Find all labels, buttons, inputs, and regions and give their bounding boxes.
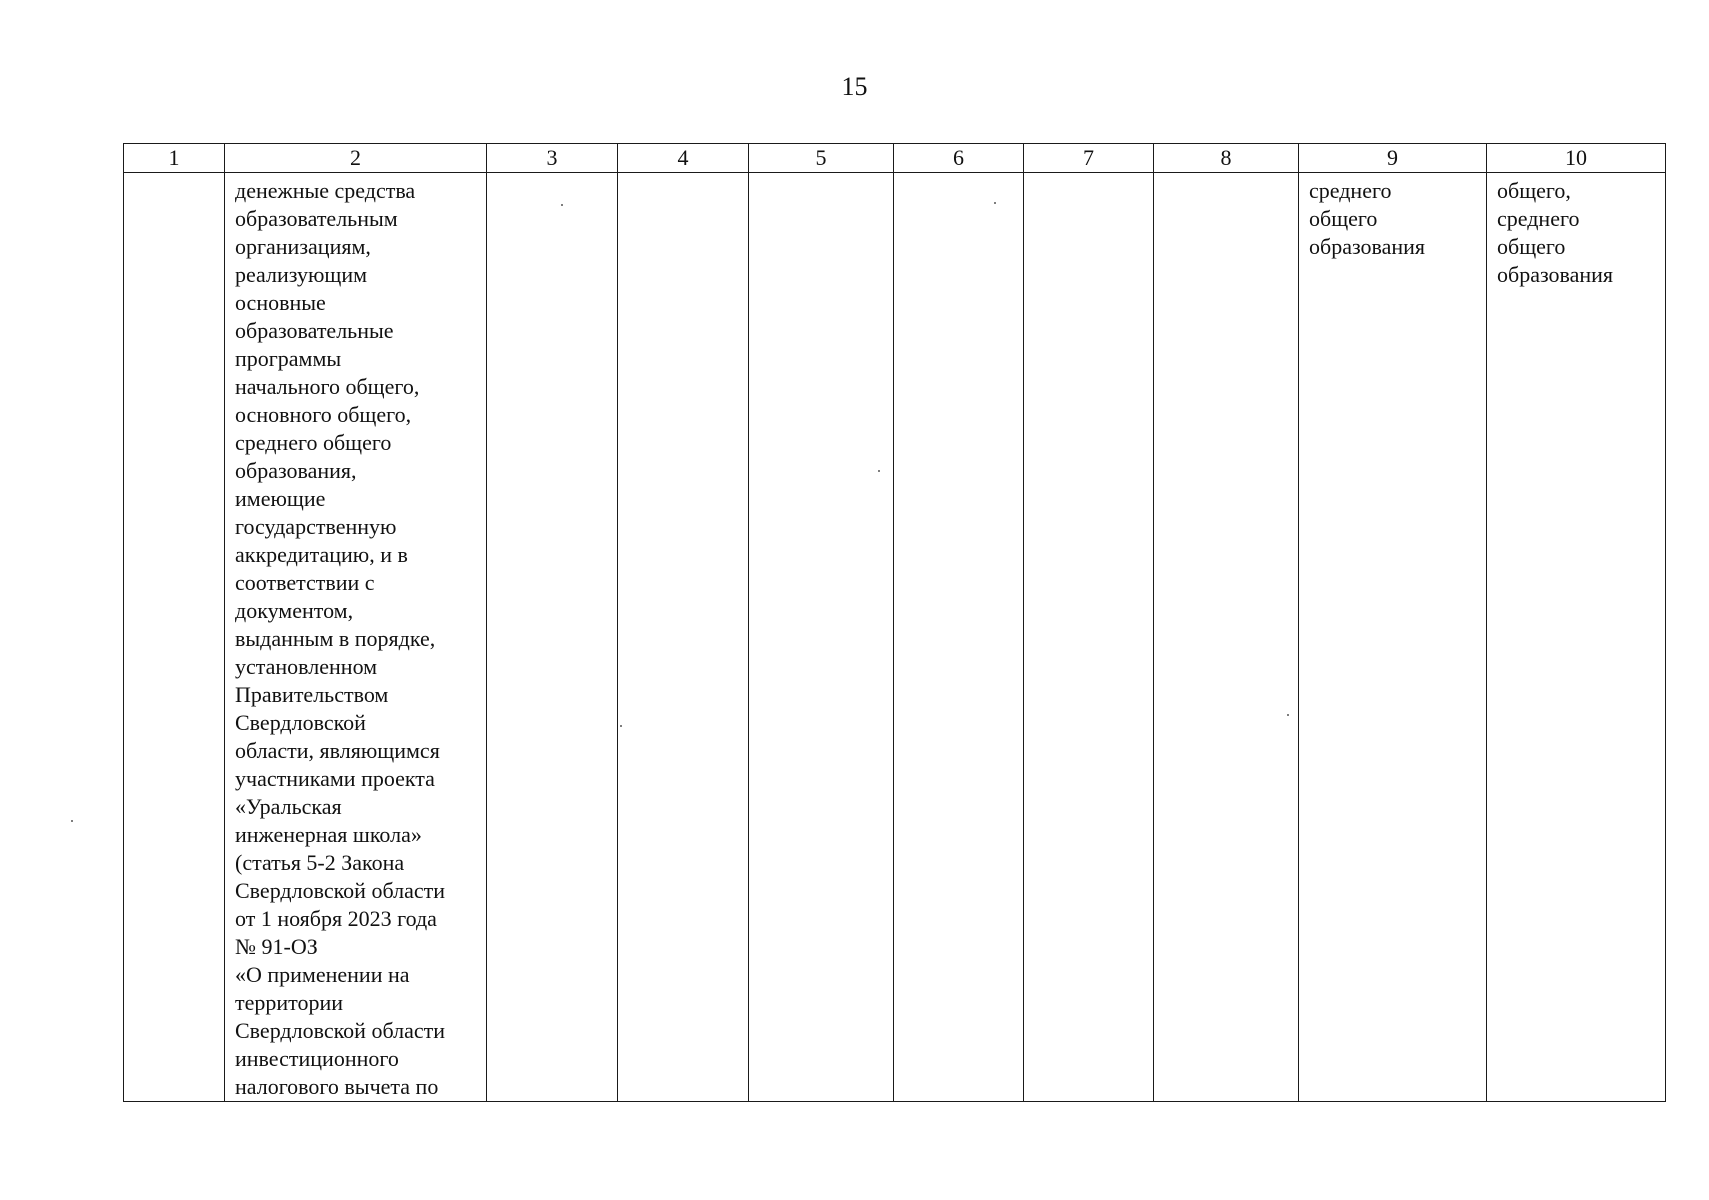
column-header-5: 5 [749, 144, 894, 173]
table-cell-5 [749, 173, 894, 1102]
table-cell-1 [124, 173, 225, 1102]
header-row [124, 144, 1666, 173]
table-cell-9 [1299, 173, 1487, 1102]
column-header-6: 6 [894, 144, 1024, 173]
cell-text-1 [124, 173, 224, 177]
scan-speck [561, 204, 563, 206]
column-header-10: 10 [1487, 144, 1666, 173]
table-cell-6 [894, 173, 1024, 1102]
column-header-2: 2 [225, 144, 487, 173]
cell-text-2: денежные средства образовательным организациям, реализующим основные образовательные программы начального общего, основного общего, среднего общего образования, имеющие государственную аккредитацию, и в соответствии с документом, выданным в порядке, установленном Правительством Свердловской области, являющимся участниками проекта «Уральская инженерная школа» (статья 5-2 Закона Свердловской области от 1 ноября 2023 года № 91-ОЗ «О применении на территории Свердловской области инвестиционного налогового вычета по [235, 178, 445, 1099]
table-cell-2 [225, 173, 487, 1102]
column-header-9: 9 [1299, 144, 1487, 173]
column-header-1: 1 [124, 144, 225, 173]
page-number: 15 [841, 72, 868, 101]
cell-text-9: среднего общего образования [1309, 178, 1426, 259]
scan-speck [878, 470, 880, 472]
table-cell-3 [487, 173, 618, 1102]
cell-text-7 [1024, 173, 1153, 177]
cell-text-6 [894, 173, 1023, 177]
column-header-7: 7 [1024, 144, 1154, 173]
scan-speck [620, 725, 622, 727]
column-header-4: 4 [618, 144, 749, 173]
cell-text-4 [618, 173, 748, 177]
cell-text-8 [1154, 173, 1298, 177]
table-cell-7 [1024, 173, 1154, 1102]
cell-text-5 [749, 173, 893, 177]
table-cell-8 [1154, 173, 1299, 1102]
table-cell-10 [1487, 173, 1666, 1102]
data-table [123, 143, 1666, 1102]
column-header-3: 3 [487, 144, 618, 173]
cell-text-10: общего, среднего общего образования [1497, 178, 1614, 287]
table-cell-4 [618, 173, 749, 1102]
column-header-8: 8 [1154, 144, 1299, 173]
table-row [124, 173, 1666, 1102]
cell-text-3 [487, 173, 617, 177]
scan-speck [1287, 714, 1289, 716]
scan-speck [994, 202, 996, 204]
scan-speck [71, 820, 73, 822]
